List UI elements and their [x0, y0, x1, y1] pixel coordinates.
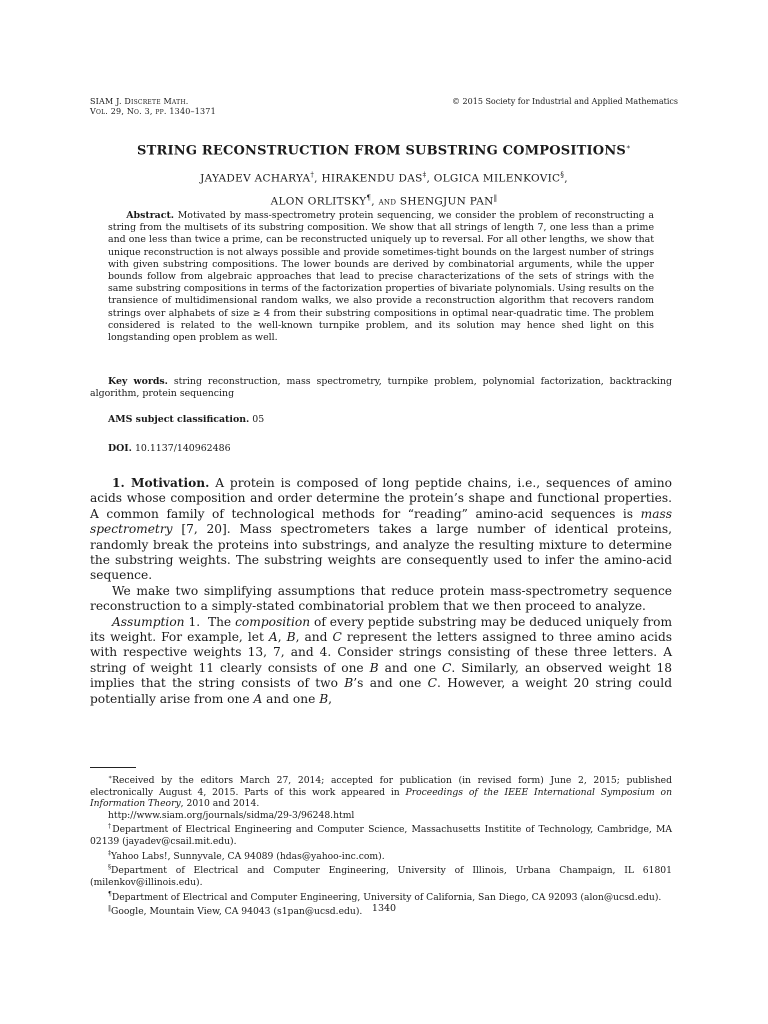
title-footnote-mark: ∗ — [626, 143, 631, 151]
math-var: C — [442, 660, 452, 675]
author-list — [70, 166, 698, 211]
ams-label: AMS subject classification. — [108, 414, 250, 425]
page-number: 1340 — [371, 903, 397, 914]
math-var: C — [427, 676, 437, 691]
math-var: B — [369, 660, 379, 675]
footnote — [90, 889, 672, 904]
ams-classification — [108, 414, 264, 425]
footnote — [90, 862, 672, 888]
journal-volume: Vol. 29, No. 3, pp. 1340–1371 — [90, 107, 216, 116]
footnote — [90, 772, 672, 810]
footnote-text: , 2010 and 2014. — [180, 798, 260, 810]
main-text — [90, 476, 672, 707]
paragraph-text: . Similarly, an observed weight 18 implies that the string consists of two — [90, 660, 673, 691]
abstract — [108, 210, 654, 344]
paragraph-text: represent the letters assigned to three amino acids with respective weights 13, 7, and 4. Consider strings consisting of these three letters. A string of weight 11 clearly consists of one — [90, 630, 673, 675]
author-mark: ‡ — [422, 171, 427, 179]
section-heading: 1. Motivation. — [112, 476, 210, 490]
copyright-notice: © 2015 Society for Industrial and Applied Mathematics — [452, 97, 678, 106]
author-mark: § — [560, 171, 565, 179]
author-name: SHENGJUN PAN — [399, 195, 494, 207]
journal-name: SIAM J. Discrete Math. — [90, 97, 189, 106]
emphasis: Proceedings of the IEEE International Symposium on Information Theory — [90, 786, 672, 810]
math-var: C — [332, 630, 342, 645]
keywords — [90, 376, 672, 400]
footnote-text: Department of Electrical and Computer Engineering, University of California, San Diego, CA 92093 (alon@ucsd.edu). — [111, 891, 662, 903]
assumption-number: 1. — [188, 614, 201, 629]
ams-value: 05 — [252, 414, 265, 425]
math-var: B — [286, 630, 296, 645]
footnote-mark: § — [108, 864, 111, 872]
assumption-label: Assumption — [112, 614, 185, 629]
footnote-rule — [90, 767, 136, 768]
paragraph-text: and one — [384, 660, 436, 675]
footnote — [90, 848, 672, 863]
paragraph-text: [7, 20]. Mass spectrometers takes a large number of identical proteins, randomly break the proteins into substrings, and analyze the resulting mixture to determine the substring weights. The substring weights are consequently used to infer the amino-acid sequence. — [90, 522, 673, 583]
paragraph-text: of every peptide substring may be deduced uniquely from its weight. For example, let — [90, 614, 673, 645]
footnote-url[interactable]: http://www.siam.org/journals/sidma/29-3/96248.html — [108, 809, 355, 821]
paragraph-text: We make two simplifying assumptions that reduce protein mass-spectrometry sequence reconstruction to a simply-stated combinatorial problem that we then proceed to analyze. — [90, 583, 672, 614]
journal-citation — [90, 97, 216, 117]
author-name: OLGICA MILENKOVIC — [433, 172, 561, 185]
footnote — [90, 821, 672, 847]
emphasis: mass spectrometry — [90, 506, 673, 537]
author-name: ALON ORLITSKY — [270, 195, 367, 207]
author-line-2: ALON ORLITSKY¶, and SHENGJUN PAN‖ — [270, 193, 498, 207]
footnotes — [90, 772, 672, 918]
paper-title — [70, 143, 698, 158]
paragraph-text: A protein is composed of long peptide chains, i.e., sequences of amino acids whose composition and order determine the protein’s shape and functional properties. A common family of technological methods for “reading” amino-acid sequences is — [90, 476, 672, 521]
author-name: HIRAKENDU DAS — [321, 172, 423, 185]
emphasis: composition — [235, 614, 311, 629]
paragraph — [90, 584, 672, 615]
doi-value: 10.1137/140962486 — [134, 443, 231, 454]
math-var: B — [319, 691, 329, 706]
footnote-text: Google, Mountain View, CA 94043 (s1pan@ucsd.edu). — [111, 906, 363, 918]
footnote-text: Yahoo Labs!, Sunnyvale, CA 94089 (hdas@yahoo-inc.com). — [111, 850, 385, 862]
footnote-mark: † — [108, 823, 113, 831]
footnote-mark: ∗ — [108, 774, 113, 781]
paragraph: Assumption 1. The composition of every peptide substring may be deduced uniquely from its weight. For example, let A, B, and C represent the letters assigned to three amino acids with respective weights 13, 7, and 4. Consider strings consisting of these three letters. A string of weight 11 clearly consists of one B and one C. Similarly, an observed weight 18 implies that the string consists of two B’s and one C. However, a weight 20 string could potentially arise from one A and one B, — [90, 614, 673, 706]
math-var: A — [268, 630, 278, 645]
abstract-label: Abstract. — [126, 210, 175, 221]
author-name: JAYADEV ACHARYA — [200, 172, 311, 185]
footnote-text: Department of Electrical Engineering and Computer Science, Massachusetts Institite of Technology, Cambridge, MA 02139 (jayadev@csail.mit.edu). — [90, 824, 673, 848]
doi — [108, 443, 231, 454]
author-mark: ‖ — [493, 193, 498, 202]
paragraph — [90, 476, 672, 584]
footnote-text: Department of Electrical and Computer Engineering, University of Illinois, Urbana Champaign, IL 61801 (milenkov@illinois.edu). — [90, 865, 672, 888]
paragraph-text: The — [207, 614, 232, 629]
abstract-text: Motivated by mass-spectrometry protein sequencing, we consider the problem of reconstructing a string from the multisets of its substring composition. We show that all strings of length 7, one less than a prime and one less than twice a prime, can be reconstructed uniquely up to reversal. For all other lengths, we show that unique reconstruction is not always possible and provide sometimes-tight bounds on the largest number of strings with given substring compositions. The lower bounds are derived by combinatorial arguments, while the upper bounds follow from algebraic approaches that lead to precise characterizations of the sets of strings with the same substring compositions in terms of the factorization properties of bivariate polynomials. Using results on the transience of multidimensional random walks, we also provide a reconstruction algorithm that recovers random strings over alphabets of size ≥ 4 from their substring compositions in optimal near-quadratic time. The problem considered is related to the well-known turnpike problem, and its solution may hence shed light on this longstanding open problem as well. — [108, 210, 654, 344]
paragraph-text: and one — [266, 691, 316, 706]
title-text: STRING RECONSTRUCTION FROM SUBSTRING COMPOSITIONS — [137, 143, 627, 159]
footnote-mark: ‡ — [108, 849, 111, 857]
paragraph-text: . However, a weight 20 string could potentially arise from one — [90, 676, 672, 706]
keywords-label: Key words. — [108, 376, 168, 387]
paragraph-text: ’s and one — [353, 676, 422, 691]
author-mark: ¶ — [366, 193, 372, 202]
author-line-1: JAYADEV ACHARYA†, HIRAKENDU DAS‡, OLGICA MILENKOVIC§, — [200, 171, 568, 185]
footnote-mark: ¶ — [108, 890, 112, 898]
keywords-text: string reconstruction, mass spectrometry, turnpike problem, polynomial factorization, backtracking algorithm, protein sequencing — [90, 376, 672, 400]
author-mark: † — [310, 171, 315, 179]
doi-label: DOI. — [108, 443, 132, 454]
math-var: B — [344, 676, 354, 691]
and-word: and — [378, 196, 397, 207]
footnote-mark: ‖ — [108, 905, 111, 913]
footnote-text: Received by the editors March 27, 2014; accepted for publication (in revised form) June 2, 2015; published electronically August 4, 2015. Parts of this work appeared in — [90, 775, 672, 798]
math-var: A — [253, 691, 263, 706]
